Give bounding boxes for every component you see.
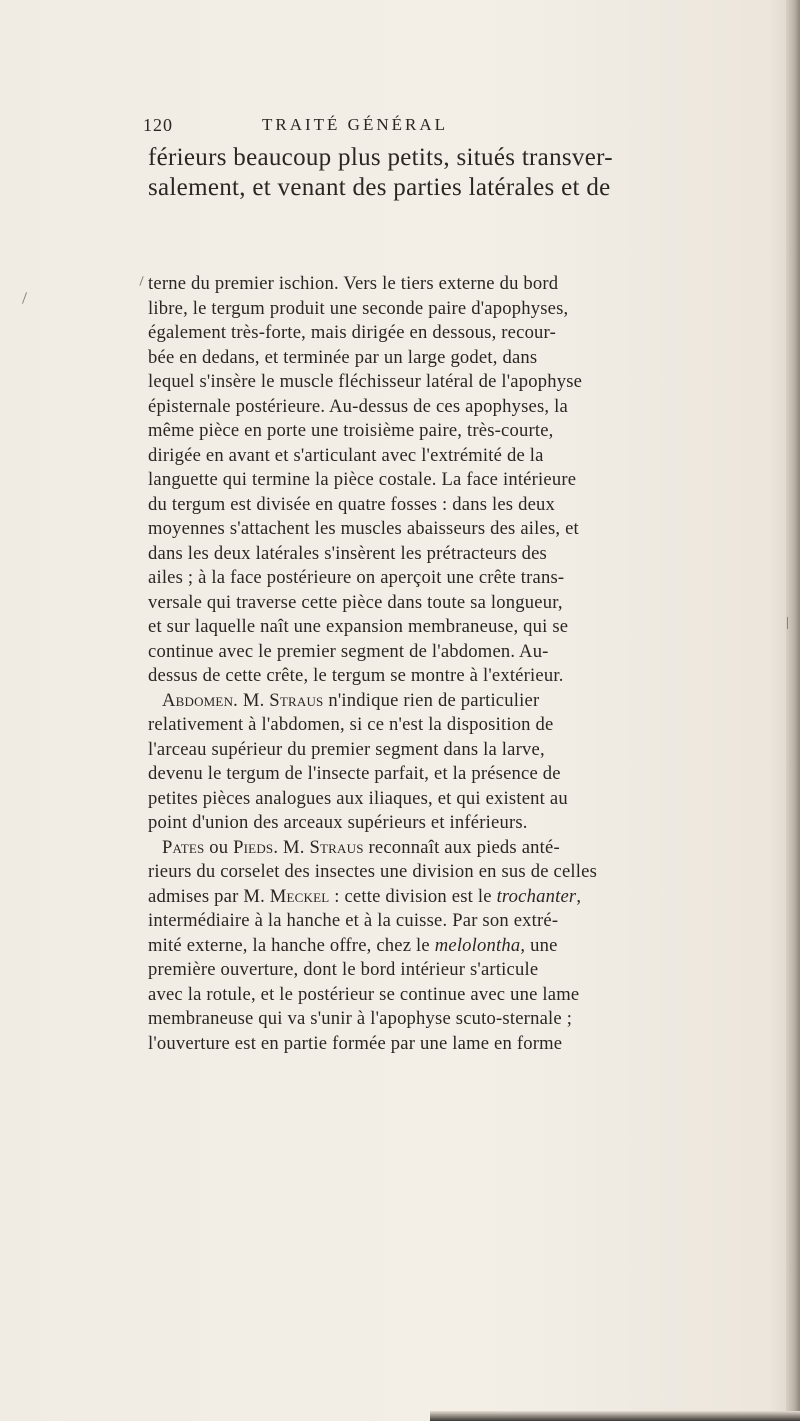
text-line: et sur laquelle naît une expansion membraneuse, qui se — [148, 616, 569, 637]
text-line: l'arceau supérieur du premier segment dans la larve, — [148, 738, 545, 760]
text-line: point d'union des arceaux supérieurs et inférieurs. — [148, 812, 528, 833]
text-line: moyennes s'attachent les muscles abaisseurs des ailes, et — [148, 518, 579, 539]
text-line — [148, 885, 766, 910]
text-line: devenu le tergum de l'insecte parfait, et la présence de — [148, 763, 561, 784]
page-edge-right — [786, 0, 800, 1421]
page-header — [0, 115, 800, 139]
text-run: ou — [204, 836, 234, 858]
section-heading: Pieds. — [233, 836, 279, 858]
body-text — [148, 272, 766, 1056]
text-line: lequel s'insère le muscle fléchisseur latéral de l'apophyse — [148, 371, 583, 392]
lead-paragraph — [148, 143, 766, 203]
section-abdomen — [148, 689, 766, 714]
text-line: première ouverture, dont le bord intérieur s'articule — [148, 959, 539, 980]
text-line: intermédiaire à la hanche et à la cuisse. Par son extré- — [148, 910, 559, 931]
term-italic: trochanter — [496, 885, 577, 907]
text-run: n'indique rien de particulier — [323, 689, 540, 711]
section-heading: Abdomen. — [162, 689, 239, 711]
text-line: ailes ; à la face postérieure on aperçoit une crête trans- — [148, 567, 565, 588]
page-number: 120 — [143, 115, 173, 135]
pencil-mark — [787, 617, 788, 629]
text-line: salement, et venant des parties latérales et de — [148, 174, 611, 201]
text-line: du tergum est divisée en quatre fosses : dans les deux — [148, 493, 556, 515]
text-run: mité externe, la hanche offre, chez le — [148, 934, 435, 956]
text-line: dans les deux latérales s'insèrent les prétracteurs des — [148, 542, 547, 564]
page-edge-bottom — [430, 1411, 800, 1421]
text-run: M. — [278, 836, 310, 858]
text-line: férieurs beaucoup plus petits, situés transver- — [148, 144, 613, 171]
text-run: : cette division est le — [329, 885, 497, 907]
section-heading: Pates — [162, 836, 205, 858]
text-line: l'ouverture est en partie formée par une lame en forme — [148, 1032, 563, 1054]
text-run: M. — [238, 689, 270, 711]
text-run: reconnaît aux pieds anté- — [363, 836, 560, 858]
text-line: terne du premier ischion. Vers le tiers externe du bord — [148, 273, 559, 294]
text-line: dessus de cette crête, le tergum se montre à l'extérieur. — [148, 665, 564, 686]
text-line: membraneuse qui va s'unir à l'apophyse scuto-sternale ; — [148, 1008, 573, 1029]
text-line: avec la rotule, et le postérieur se continue avec une lame — [148, 983, 580, 1005]
term-italic: melolontha — [434, 934, 521, 956]
running-title: TRAITÉ GÉNÉRAL — [262, 115, 449, 134]
text-line: continue avec le premier segment de l'abdomen. Au- — [148, 640, 549, 662]
text-line: également très-forte, mais dirigée en dessous, recour- — [148, 322, 556, 343]
text-line: rieurs du corselet des insectes une division en sus de celles — [148, 861, 598, 882]
section-pates — [148, 836, 766, 861]
author-name: Straus — [269, 689, 324, 711]
text-line: petites pièces analogues aux iliaques, et qui existent au — [148, 787, 568, 809]
author-name: Straus — [309, 836, 364, 858]
text-line: libre, le tergum produit une seconde paire d'apophyses, — [148, 297, 569, 319]
pencil-mark — [139, 276, 143, 286]
text-run: , — [576, 885, 582, 907]
text-run: admises par M. — [148, 885, 270, 907]
text-line: languette qui termine la pièce costale. La face intérieure — [148, 469, 577, 490]
author-name: Meckel — [269, 885, 330, 907]
pencil-mark — [22, 292, 27, 304]
text-line — [148, 934, 766, 959]
text-line: versale qui traverse cette pièce dans toute sa longueur, — [148, 591, 563, 613]
text-line: épisternale postérieure. Au-dessus de ces apophyses, la — [148, 395, 568, 417]
text-run: , une — [520, 934, 558, 956]
text-line: même pièce en porte une troisième paire, très-courte, — [148, 420, 554, 441]
text-line: relativement à l'abdomen, si ce n'est la disposition de — [148, 714, 554, 735]
text-line: bée en dedans, et terminée par un large godet, dans — [148, 346, 538, 368]
text-line: dirigée en avant et s'articulant avec l'extrémité de la — [148, 444, 544, 466]
